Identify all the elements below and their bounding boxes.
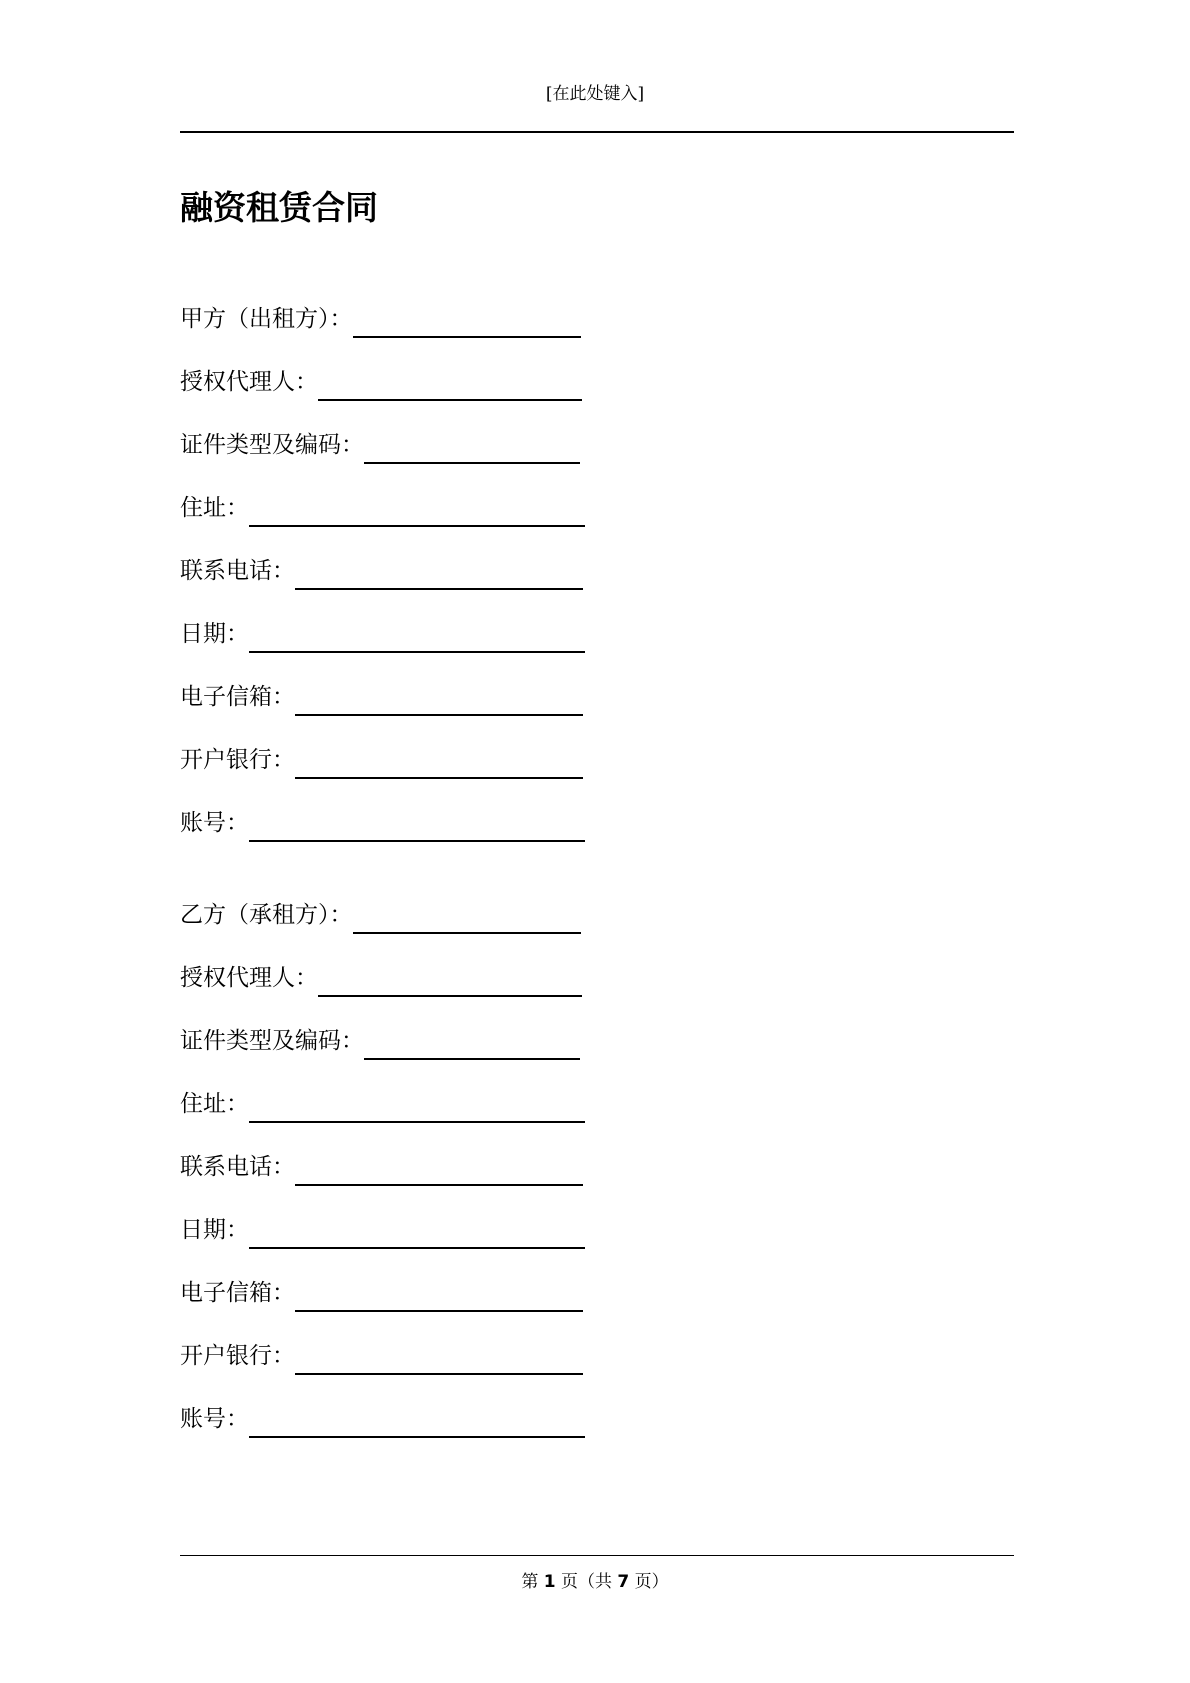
party-a-date-blank[interactable] — [249, 621, 585, 653]
party-b-id-label: 证件类型及编码： — [180, 1028, 364, 1054]
page-number-footer — [0, 1571, 1190, 1593]
party-a-agent-label: 授权代理人： — [180, 369, 318, 395]
party-b-date-blank[interactable] — [249, 1217, 585, 1249]
party-b-agent-blank[interactable] — [318, 965, 582, 997]
party-b-name-row — [180, 900, 880, 963]
party-b-bank-row — [180, 1341, 880, 1404]
party-a-id-blank[interactable] — [364, 432, 580, 464]
party-b-address-row — [180, 1089, 880, 1152]
party-b-email-blank[interactable] — [295, 1280, 583, 1312]
party-a-date-row — [180, 619, 880, 682]
party-b-phone-label: 联系电话： — [180, 1154, 295, 1180]
page-header-placeholder[interactable]: [在此处键入] — [545, 84, 645, 104]
party-a-address-label: 住址： — [180, 495, 249, 521]
footer-divider — [180, 1555, 1014, 1556]
party-b-email-label: 电子信箱： — [180, 1280, 295, 1306]
party-a-phone-row — [180, 556, 880, 619]
party-a-account-row — [180, 808, 880, 871]
party-b-address-blank[interactable] — [249, 1091, 585, 1123]
party-b-date-row — [180, 1215, 880, 1278]
party-b-bank-label: 开户银行： — [180, 1343, 295, 1369]
party-a-address-row — [180, 493, 880, 556]
party-b-email-row — [180, 1278, 880, 1341]
party-a-email-blank[interactable] — [295, 684, 583, 716]
footer-prefix: 第 — [521, 1572, 539, 1592]
party-a-email-label: 电子信箱： — [180, 684, 295, 710]
footer-total-pages: 7 — [617, 1572, 630, 1592]
party-a-date-label: 日期： — [180, 621, 249, 647]
party-b-agent-label: 授权代理人： — [180, 965, 318, 991]
party-a-email-row — [180, 682, 880, 745]
party-a-name-label: 甲方（出租方）： — [180, 306, 353, 332]
party-b-date-label: 日期： — [180, 1217, 249, 1243]
party-b-name-blank[interactable] — [353, 902, 581, 934]
party-b-account-label: 账号： — [180, 1406, 249, 1432]
party-a-name-row — [180, 304, 880, 367]
party-a-section — [180, 304, 880, 871]
party-a-phone-label: 联系电话： — [180, 558, 295, 584]
party-b-bank-blank[interactable] — [295, 1343, 583, 1375]
footer-suffix: 页） — [634, 1572, 669, 1592]
party-a-name-blank[interactable] — [353, 306, 581, 338]
party-b-phone-blank[interactable] — [295, 1154, 583, 1186]
party-a-id-label: 证件类型及编码： — [180, 432, 364, 458]
party-b-address-label: 住址： — [180, 1091, 249, 1117]
document-title: 融资租赁合同 — [180, 188, 378, 227]
party-a-address-blank[interactable] — [249, 495, 585, 527]
party-b-name-label: 乙方（承租方）： — [180, 902, 353, 928]
party-a-account-blank[interactable] — [249, 810, 585, 842]
party-a-id-row — [180, 430, 880, 493]
header-divider — [180, 131, 1014, 133]
party-b-section — [180, 900, 880, 1467]
party-a-bank-blank[interactable] — [295, 747, 583, 779]
party-a-phone-blank[interactable] — [295, 558, 583, 590]
party-a-bank-row — [180, 745, 880, 808]
party-b-id-row — [180, 1026, 880, 1089]
party-a-bank-label: 开户银行： — [180, 747, 295, 773]
party-b-account-row — [180, 1404, 880, 1467]
party-b-agent-row — [180, 963, 880, 1026]
party-b-phone-row — [180, 1152, 880, 1215]
party-b-id-blank[interactable] — [364, 1028, 580, 1060]
party-b-account-blank[interactable] — [249, 1406, 585, 1438]
footer-page-number: 1 — [543, 1572, 556, 1592]
party-a-account-label: 账号： — [180, 810, 249, 836]
party-a-agent-blank[interactable] — [318, 369, 582, 401]
footer-middle: 页（共 — [561, 1572, 612, 1592]
party-a-agent-row — [180, 367, 880, 430]
